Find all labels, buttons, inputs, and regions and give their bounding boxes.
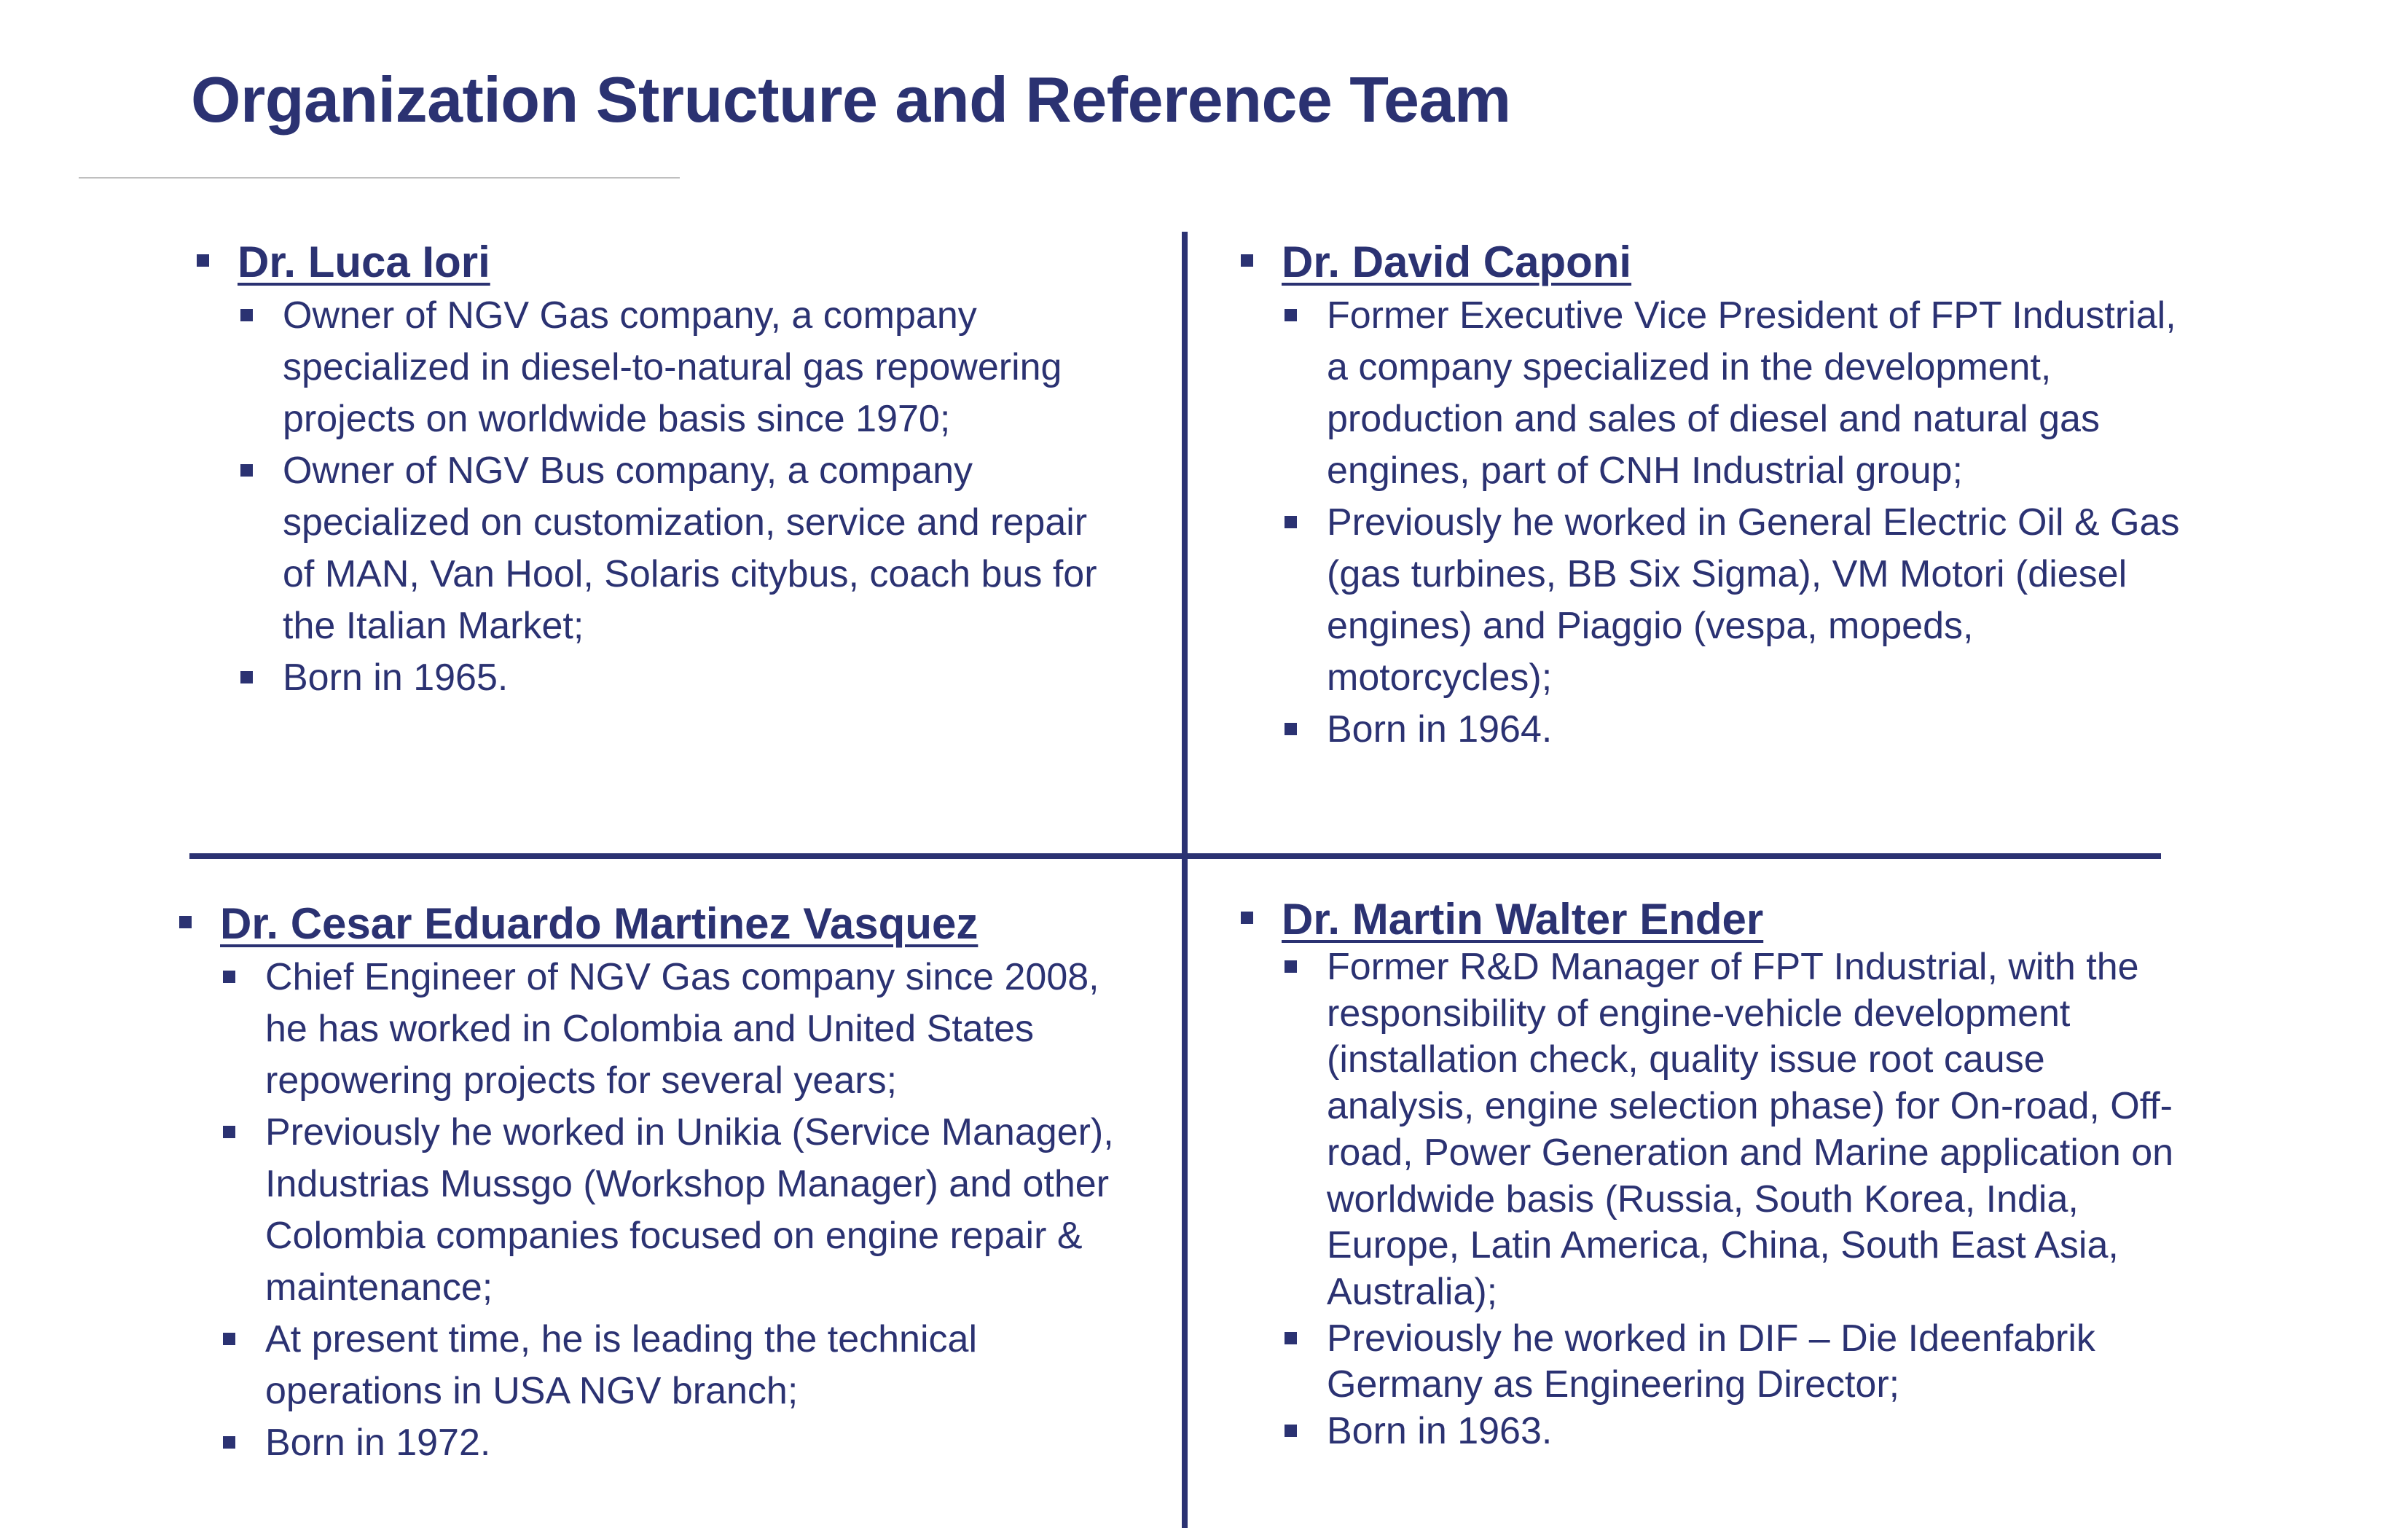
- detail-text-line: operations in USA NGV branch;: [265, 1370, 799, 1412]
- square-bullet-icon: [197, 254, 209, 267]
- square-bullet-icon: [1285, 309, 1297, 321]
- detail-text-line: Former Executive Vice President of FPT Industrial,: [1327, 294, 2176, 337]
- detail-text-line: (installation check, quality issue root cause: [1327, 1038, 2045, 1081]
- square-bullet-icon: [1285, 516, 1297, 528]
- person-heading: [1241, 235, 2179, 290]
- detail-text-line: specialized in diesel-to-natural gas repowering: [283, 346, 1062, 388]
- detail-text-line: of MAN, Van Hool, Solaris citybus, coach bus for: [283, 553, 1097, 595]
- person-details-list: [223, 952, 1114, 1469]
- person-card-martin-walter-ender: [1241, 892, 2173, 1455]
- square-bullet-icon: [1285, 723, 1297, 735]
- page-title: Organization Structure and Reference Team: [191, 63, 1511, 136]
- detail-text-line: Germany as Engineering Director;: [1327, 1363, 1900, 1406]
- detail-list-item: [240, 445, 1097, 652]
- detail-text-line: Previously he worked in General Electric Oil & Gas: [1327, 501, 2180, 544]
- person-details-list: [1285, 290, 2179, 756]
- square-bullet-icon: [240, 309, 253, 321]
- detail-text-line: Europe, Latin America, China, South East Asia,: [1327, 1224, 2119, 1267]
- detail-text-line: Previously he worked in Unikia (Service Manager),: [265, 1111, 1114, 1153]
- detail-list-item: [223, 1314, 1114, 1417]
- square-bullet-icon: [223, 1333, 235, 1345]
- square-bullet-icon: [1241, 254, 1253, 267]
- detail-text-line: responsibility of engine-vehicle development: [1327, 992, 2071, 1035]
- detail-list-item: [1285, 1408, 2173, 1455]
- detail-text-line: road, Power Generation and Marine application on: [1327, 1131, 2174, 1174]
- horizontal-divider: [189, 853, 2161, 859]
- person-details-list: [240, 290, 1097, 704]
- square-bullet-icon: [223, 1436, 235, 1449]
- detail-text-line: Australia);: [1327, 1270, 1498, 1313]
- vertical-divider: [1182, 232, 1188, 1528]
- square-bullet-icon: [1285, 1332, 1297, 1344]
- detail-list-item: [223, 1107, 1114, 1314]
- person-details-list: [1285, 944, 2173, 1455]
- person-name: Dr. David Caponi: [1282, 238, 1632, 286]
- person-name: Dr. Martin Walter Ender: [1282, 895, 1764, 944]
- detail-text-line: specialized on customization, service and repair: [283, 501, 1088, 544]
- detail-text-line: Previously he worked in DIF – Die Ideenfabrik: [1327, 1317, 2095, 1360]
- detail-list-item: [1285, 704, 2179, 756]
- detail-text-line: Chief Engineer of NGV Gas company since 2008,: [265, 956, 1099, 998]
- detail-text-line: engines) and Piaggio (vespa, mopeds,: [1327, 605, 1974, 647]
- person-card-cesar-martinez-vasquez: [179, 896, 1114, 1469]
- detail-text-line: maintenance;: [265, 1266, 493, 1309]
- square-bullet-icon: [240, 671, 253, 683]
- detail-text-line: projects on worldwide basis since 1970;: [283, 398, 951, 440]
- person-name: Dr. Luca Iori: [238, 238, 490, 286]
- detail-text-line: worldwide basis (Russia, South Korea, India,: [1327, 1178, 2079, 1221]
- detail-list-item: [240, 652, 1097, 704]
- detail-list-item: [1285, 290, 2179, 497]
- person-card-david-caponi: [1241, 235, 2179, 756]
- detail-text-line: (gas turbines, BB Six Sigma), VM Motori (diesel: [1327, 553, 2127, 595]
- detail-list-item: [1285, 497, 2179, 704]
- square-bullet-icon: [223, 971, 235, 983]
- square-bullet-icon: [240, 464, 253, 477]
- detail-text-line: repowering projects for several years;: [265, 1059, 898, 1102]
- detail-text-line: analysis, engine selection phase) for On-road, Off-: [1327, 1085, 2173, 1128]
- detail-text-line: production and sales of diesel and natural gas: [1327, 398, 2100, 440]
- person-heading: [1241, 892, 2173, 947]
- detail-text-line: a company specialized in the development,: [1327, 346, 2052, 388]
- detail-text-line: Owner of NGV Bus company, a company: [283, 450, 973, 492]
- square-bullet-icon: [1241, 912, 1253, 924]
- title-underline-rule: [79, 177, 680, 179]
- detail-text-line: Colombia companies focused on engine repair &: [265, 1215, 1083, 1257]
- detail-list-item: [1285, 944, 2173, 1316]
- person-card-luca-iori: [197, 235, 1097, 704]
- person-heading: [179, 896, 1114, 952]
- detail-list-item: [223, 1417, 1114, 1469]
- detail-text-line: motorcycles);: [1327, 657, 1553, 699]
- person-name: Dr. Cesar Eduardo Martinez Vasquez: [220, 899, 979, 948]
- detail-text-line: At present time, he is leading the technical: [265, 1318, 978, 1360]
- detail-text-line: Born in 1972.: [265, 1422, 491, 1464]
- square-bullet-icon: [1285, 1425, 1297, 1437]
- detail-text-line: the Italian Market;: [283, 605, 584, 647]
- detail-text-line: he has worked in Colombia and United States: [265, 1008, 1035, 1050]
- detail-text-line: engines, part of CNH Industrial group;: [1327, 450, 1963, 492]
- detail-list-item: [223, 952, 1114, 1107]
- square-bullet-icon: [179, 916, 192, 928]
- detail-text-line: Born in 1963.: [1327, 1410, 1553, 1453]
- detail-text-line: Born in 1964.: [1327, 708, 1553, 751]
- person-heading: [197, 235, 1097, 290]
- detail-text-line: Owner of NGV Gas company, a company: [283, 294, 977, 337]
- detail-text-line: Former R&D Manager of FPT Industrial, with the: [1327, 946, 2139, 988]
- detail-text-line: Born in 1965.: [283, 657, 509, 699]
- square-bullet-icon: [1285, 960, 1297, 973]
- detail-list-item: [240, 290, 1097, 445]
- detail-text-line: Industrias Mussgo (Workshop Manager) and other: [265, 1163, 1110, 1205]
- square-bullet-icon: [223, 1126, 235, 1138]
- detail-list-item: [1285, 1316, 2173, 1408]
